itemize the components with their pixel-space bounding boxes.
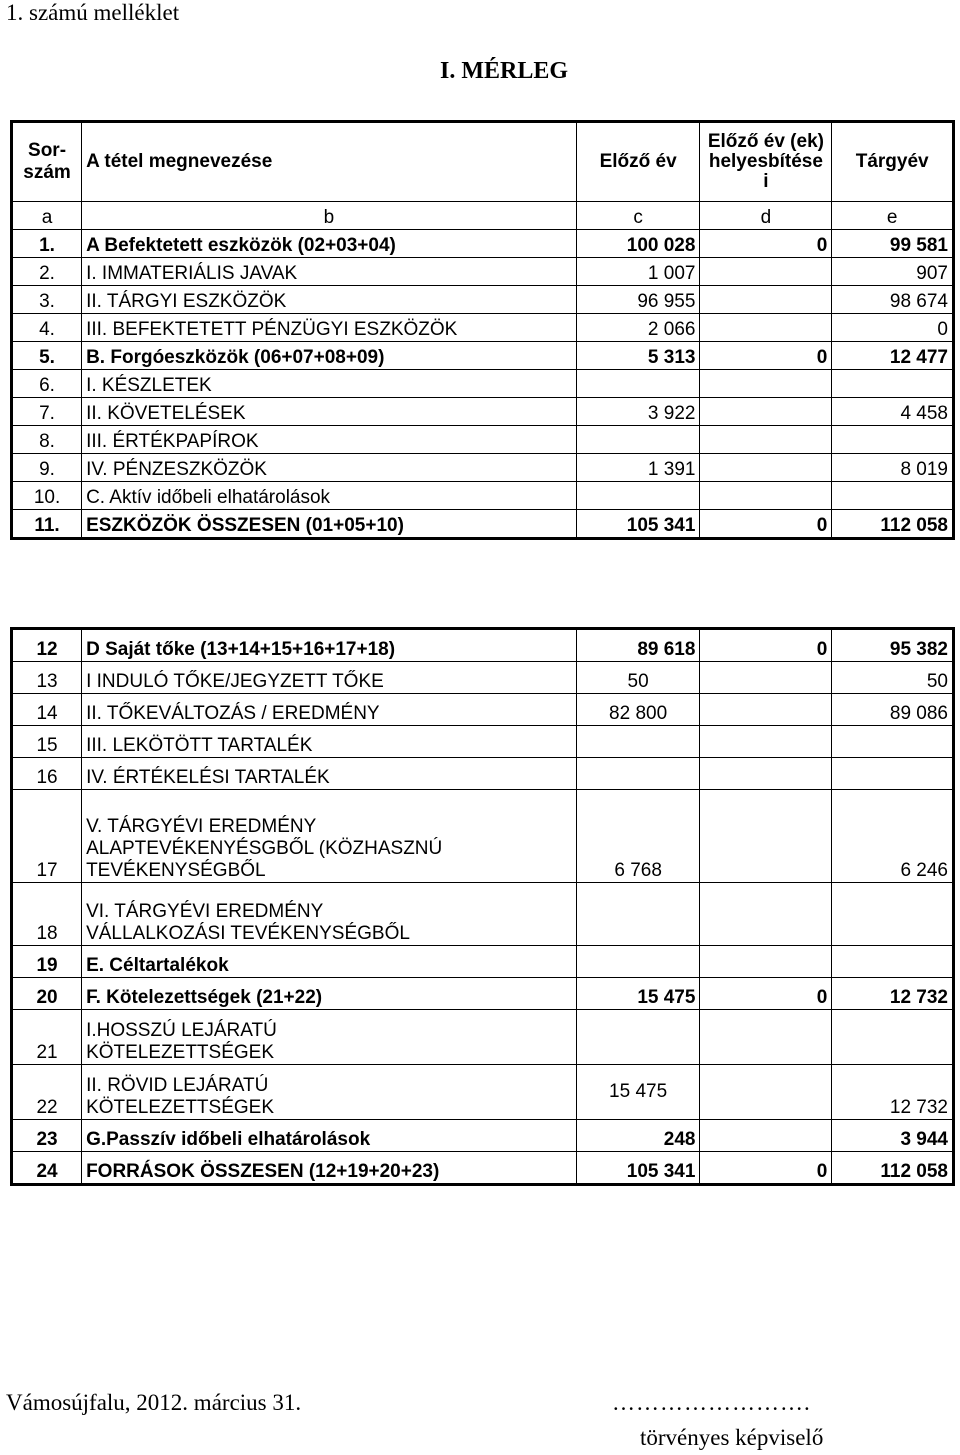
table-row [12, 1010, 954, 1065]
correction-value [700, 1065, 832, 1120]
row-label: II. KÖVETELÉSEK [82, 398, 577, 426]
table-row [12, 454, 954, 482]
header-elozo: Előző év [576, 122, 700, 202]
table-row [12, 314, 954, 342]
prev-year-value: 1 007 [576, 258, 700, 286]
row-number: 18 [12, 883, 82, 946]
prev-year-value [576, 370, 700, 398]
correction-value [700, 662, 832, 694]
row-label: II. RÖVID LEJÁRATÚ KÖTELEZETTSÉGEK [82, 1065, 577, 1120]
row-label: D Saját tőke (13+14+15+16+17+18) [82, 629, 577, 662]
current-year-value: 8 019 [832, 454, 954, 482]
row-number: 11. [12, 510, 82, 539]
row-label: II. TÁRGYI ESZKÖZÖK [82, 286, 577, 314]
row-number: 12 [12, 629, 82, 662]
row-number: 7. [12, 398, 82, 426]
row-number: 15 [12, 726, 82, 758]
page-title: I. MÉRLEG [439, 58, 568, 84]
row-label: III. ÉRTÉKPAPÍROK [82, 426, 577, 454]
table-row [12, 286, 954, 314]
table-row [12, 662, 954, 694]
current-year-value [832, 482, 954, 510]
prev-year-value: 2 066 [576, 314, 700, 342]
row-number: 21 [12, 1010, 82, 1065]
current-year-value: 3 944 [832, 1120, 954, 1152]
table-row [12, 629, 954, 662]
row-number: 2. [12, 258, 82, 286]
row-number: 20 [12, 978, 82, 1010]
correction-value: 0 [700, 978, 832, 1010]
prev-year-value [576, 883, 700, 946]
table-row [12, 258, 954, 286]
current-year-value: 4 458 [832, 398, 954, 426]
current-year-value: 95 382 [832, 629, 954, 662]
header-tetel: A tétel megnevezése [82, 122, 577, 202]
assets-table [10, 120, 955, 540]
header-targyev: Tárgyév [832, 122, 954, 202]
table-row [12, 946, 954, 978]
table-row [12, 510, 954, 539]
table-row [12, 694, 954, 726]
representative-label: törvényes képviselő [640, 1425, 824, 1450]
row-label: A Befektetett eszközök (02+03+04) [82, 230, 577, 258]
correction-value: 0 [700, 510, 832, 539]
row-label: IV. ÉRTÉKELÉSI TARTALÉK [82, 758, 577, 790]
table-row [12, 482, 954, 510]
correction-value: 0 [700, 230, 832, 258]
prev-year-value: 89 618 [576, 629, 700, 662]
letter-a: a [12, 202, 82, 230]
row-number: 19 [12, 946, 82, 978]
prev-year-value: 15 475 [576, 1065, 700, 1120]
row-label: F. Kötelezettségek (21+22) [82, 978, 577, 1010]
prev-year-value [576, 426, 700, 454]
row-label: I INDULÓ TŐKE/JEGYZETT TŐKE [82, 662, 577, 694]
current-year-value [832, 370, 954, 398]
prev-year-value [576, 1010, 700, 1065]
prev-year-value: 100 028 [576, 230, 700, 258]
row-number: 1. [12, 230, 82, 258]
table-row [12, 1065, 954, 1120]
letter-e: e [832, 202, 954, 230]
correction-value [700, 426, 832, 454]
prev-year-value: 15 475 [576, 978, 700, 1010]
current-year-value [832, 883, 954, 946]
row-label: ESZKÖZÖK ÖSSZESEN (01+05+10) [82, 510, 577, 539]
correction-value [700, 398, 832, 426]
table-row [12, 1152, 954, 1185]
liabilities-table [10, 627, 955, 1186]
current-year-value: 112 058 [832, 510, 954, 539]
row-label: VI. TÁRGYÉVI EREDMÉNY VÁLLALKOZÁSI TEVÉKENYSÉGBŐL [82, 883, 577, 946]
row-label: IV. PÉNZESZKÖZÖK [82, 454, 577, 482]
prev-year-value: 105 341 [576, 1152, 700, 1185]
row-number: 3. [12, 286, 82, 314]
current-year-value: 12 732 [832, 978, 954, 1010]
correction-value [700, 694, 832, 726]
prev-year-value: 3 922 [576, 398, 700, 426]
row-number: 8. [12, 426, 82, 454]
current-year-value [832, 758, 954, 790]
correction-value: 0 [700, 629, 832, 662]
row-number: 24 [12, 1152, 82, 1185]
current-year-value: 89 086 [832, 694, 954, 726]
prev-year-value: 1 391 [576, 454, 700, 482]
current-year-value: 99 581 [832, 230, 954, 258]
header-sorszam: Sor- szám [12, 122, 82, 202]
letter-c: c [576, 202, 700, 230]
row-label: II. TŐKEVÁLTOZÁS / EREDMÉNY [82, 694, 577, 726]
letter-b: b [82, 202, 577, 230]
table-row [12, 883, 954, 946]
correction-value: 0 [700, 342, 832, 370]
current-year-value: 98 674 [832, 286, 954, 314]
correction-value [700, 758, 832, 790]
row-label: I. IMMATERIÁLIS JAVAK [82, 258, 577, 286]
row-label: E. Céltartalékok [82, 946, 577, 978]
correction-value [700, 314, 832, 342]
table-row [12, 758, 954, 790]
appendix-label: 1. számú melléklet [6, 0, 180, 25]
table-row [12, 398, 954, 426]
table-row [12, 230, 954, 258]
correction-value [700, 258, 832, 286]
table-row [12, 726, 954, 758]
current-year-value: 907 [832, 258, 954, 286]
row-label: III. LEKÖTÖTT TARTALÉK [82, 726, 577, 758]
prev-year-value: 6 768 [576, 790, 700, 883]
current-year-value: 6 246 [832, 790, 954, 883]
prev-year-value: 105 341 [576, 510, 700, 539]
place-date: Vámosújfalu, 2012. március 31. [6, 1390, 302, 1415]
row-label: B. Forgóeszközök (06+07+08+09) [82, 342, 577, 370]
row-number: 6. [12, 370, 82, 398]
prev-year-value [576, 946, 700, 978]
current-year-value [832, 946, 954, 978]
correction-value [700, 454, 832, 482]
correction-value [700, 370, 832, 398]
correction-value [700, 946, 832, 978]
current-year-value: 0 [832, 314, 954, 342]
prev-year-value [576, 482, 700, 510]
current-year-value: 12 732 [832, 1065, 954, 1120]
table-row [12, 790, 954, 883]
table-row [12, 426, 954, 454]
row-number: 14 [12, 694, 82, 726]
row-number: 22 [12, 1065, 82, 1120]
correction-value [700, 1120, 832, 1152]
row-label: I.HOSSZÚ LEJÁRATÚ KÖTELEZETTSÉGEK [82, 1010, 577, 1065]
current-year-value: 112 058 [832, 1152, 954, 1185]
correction-value [700, 790, 832, 883]
table-row [12, 978, 954, 1010]
correction-value [700, 883, 832, 946]
table-row [12, 370, 954, 398]
current-year-value: 12 477 [832, 342, 954, 370]
correction-value [700, 726, 832, 758]
row-number: 4. [12, 314, 82, 342]
row-label: III. BEFEKTETETT PÉNZÜGYI ESZKÖZÖK [82, 314, 577, 342]
prev-year-value: 96 955 [576, 286, 700, 314]
column-letters-row [12, 202, 954, 230]
prev-year-value [576, 758, 700, 790]
row-number: 17 [12, 790, 82, 883]
correction-value [700, 482, 832, 510]
row-label: V. TÁRGYÉVI EREDMÉNY ALAPTEVÉKENYÉSGBŐL (KÖZHASZNÚ TEVÉKENYSÉGBŐL [82, 790, 577, 883]
correction-value: 0 [700, 1152, 832, 1185]
row-label: I. KÉSZLETEK [82, 370, 577, 398]
prev-year-value: 50 [576, 662, 700, 694]
prev-year-value: 248 [576, 1120, 700, 1152]
prev-year-value [576, 726, 700, 758]
header-helyesbites: Előző év (ek) helyesbítése i [700, 122, 832, 202]
prev-year-value: 5 313 [576, 342, 700, 370]
correction-value [700, 1010, 832, 1065]
row-number: 23 [12, 1120, 82, 1152]
row-number: 10. [12, 482, 82, 510]
current-year-value: 50 [832, 662, 954, 694]
table-header-row [12, 122, 954, 202]
signature-line: ……………………. [612, 1390, 811, 1415]
row-label: G.Passzív időbeli elhatárolások [82, 1120, 577, 1152]
prev-year-value: 82 800 [576, 694, 700, 726]
row-label: FORRÁSOK ÖSSZESEN (12+19+20+23) [82, 1152, 577, 1185]
current-year-value [832, 726, 954, 758]
row-number: 9. [12, 454, 82, 482]
letter-d: d [700, 202, 832, 230]
row-number: 13 [12, 662, 82, 694]
row-number: 16 [12, 758, 82, 790]
table-row [12, 1120, 954, 1152]
row-number: 5. [12, 342, 82, 370]
table-row [12, 342, 954, 370]
row-label: C. Aktív időbeli elhatárolások [82, 482, 577, 510]
correction-value [700, 286, 832, 314]
current-year-value [832, 426, 954, 454]
current-year-value [832, 1010, 954, 1065]
